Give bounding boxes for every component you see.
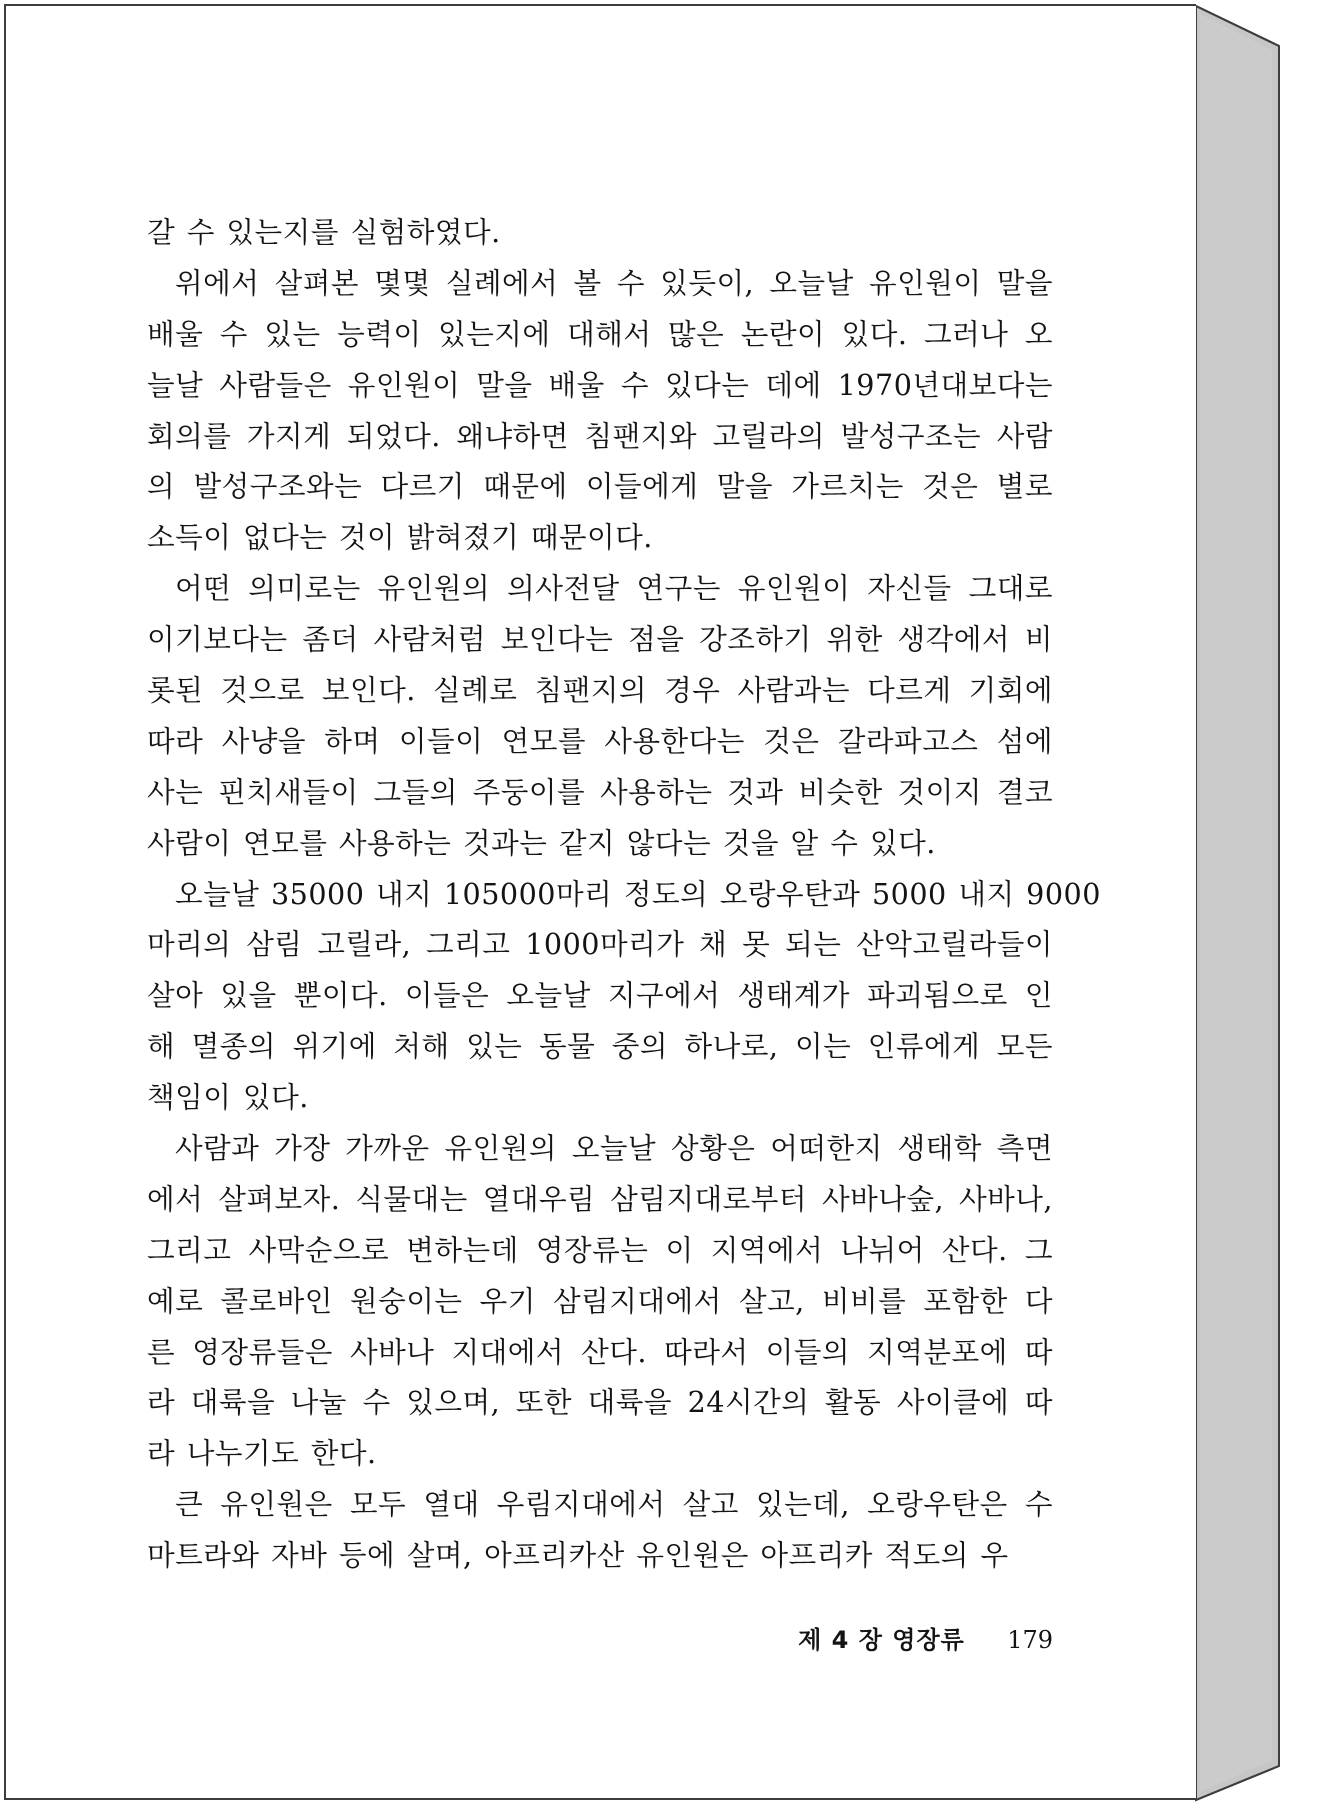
text-line: 이기보다는 좀더 사람처럼 보인다는 점을 강조하기 위한 생각에서 비 bbox=[147, 622, 1053, 657]
text-line: 늘날 사람들은 유인원이 말을 배울 수 있다는 데에 1970년대보다는 bbox=[147, 367, 1053, 402]
text-line: 마리의 삼림 고릴라, 그리고 1000마리가 채 못 되는 산악고릴라들이 bbox=[147, 927, 1053, 962]
paragraph bbox=[147, 207, 1053, 258]
text-line: 사람과 가장 가까운 유인원의 오늘날 상황은 어떠한지 생태학 측면 bbox=[175, 1131, 1053, 1166]
text-line: 소득이 없다는 것이 밝혀졌기 때문이다. bbox=[147, 520, 653, 555]
text-line: 예로 콜로바인 원숭이는 우기 삼림지대에서 살고, 비비를 포함한 다 bbox=[147, 1283, 1053, 1318]
text-line: 라 나누기도 한다. bbox=[147, 1436, 377, 1471]
paragraph bbox=[147, 563, 1053, 868]
paragraph bbox=[147, 258, 1053, 563]
text-line: 사는 핀치새들이 그들의 주둥이를 사용하는 것과 비슷한 것이지 결코 bbox=[147, 774, 1053, 809]
paragraph bbox=[147, 869, 1101, 1123]
text-line: 에서 살펴보자. 식물대는 열대우림 삼림지대로부터 사바나숲, 사바나, bbox=[147, 1181, 1053, 1216]
paragraph bbox=[147, 1123, 1053, 1479]
text-line: 회의를 가지게 되었다. 왜냐하면 침팬지와 고릴라의 발성구조는 사람 bbox=[147, 418, 1053, 453]
page-body-text bbox=[147, 207, 1101, 1581]
chapter-title: 제 4 장 영장류 bbox=[798, 1626, 965, 1654]
text-line: 른 영장류들은 사바나 지대에서 산다. 따라서 이들의 지역분포에 따 bbox=[147, 1334, 1053, 1369]
paragraph bbox=[147, 1479, 1053, 1581]
text-line: 사람이 연모를 사용하는 것과는 같지 않다는 것을 알 수 있다. bbox=[147, 825, 936, 860]
text-line: 큰 유인원은 모두 열대 우림지대에서 살고 있는데, 오랑우탄은 수 bbox=[175, 1487, 1053, 1522]
text-line: 어떤 의미로는 유인원의 의사전달 연구는 유인원이 자신들 그대로 bbox=[175, 571, 1053, 606]
page-number: 179 bbox=[1007, 1626, 1053, 1654]
text-line: 해 멸종의 위기에 처해 있는 동물 중의 하나로, 이는 인류에게 모든 bbox=[147, 1029, 1053, 1064]
text-line: 오늘날 35000 내지 105000마리 정도의 오랑우탄과 5000 내지 9000 bbox=[175, 876, 1101, 911]
text-line: 따라 사냥을 하며 이들이 연모를 사용한다는 것은 갈라파고스 섬에 bbox=[147, 723, 1053, 758]
text-line: 그리고 사막순으로 변하는데 영장류는 이 지역에서 나뉘어 산다. 그 bbox=[147, 1232, 1053, 1267]
text-line: 배울 수 있는 능력이 있는지에 대해서 많은 논란이 있다. 그러나 오 bbox=[147, 316, 1053, 351]
text-line: 마트라와 자바 등에 살며, 아프리카산 유인원은 아프리카 적도의 우 bbox=[147, 1538, 1009, 1573]
text-line: 살아 있을 뿐이다. 이들은 오늘날 지구에서 생태계가 파괴됨으로 인 bbox=[147, 978, 1053, 1013]
text-line: 롯된 것으로 보인다. 실례로 침팬지의 경우 사람과는 다르게 기회에 bbox=[147, 673, 1053, 708]
text-line: 책임이 있다. bbox=[147, 1080, 309, 1115]
text-line: 위에서 살펴본 몇몇 실례에서 볼 수 있듯이, 오늘날 유인원이 말을 bbox=[175, 265, 1053, 300]
text-line: 라 대륙을 나눌 수 있으며, 또한 대륙을 24시간의 활동 사이클에 따 bbox=[147, 1385, 1053, 1420]
text-line: 갈 수 있는지를 실험하였다. bbox=[147, 215, 501, 249]
page-footer bbox=[0, 1620, 1053, 1655]
text-line: 의 발성구조와는 다르기 때문에 이들에게 말을 가르치는 것은 별로 bbox=[147, 469, 1053, 504]
